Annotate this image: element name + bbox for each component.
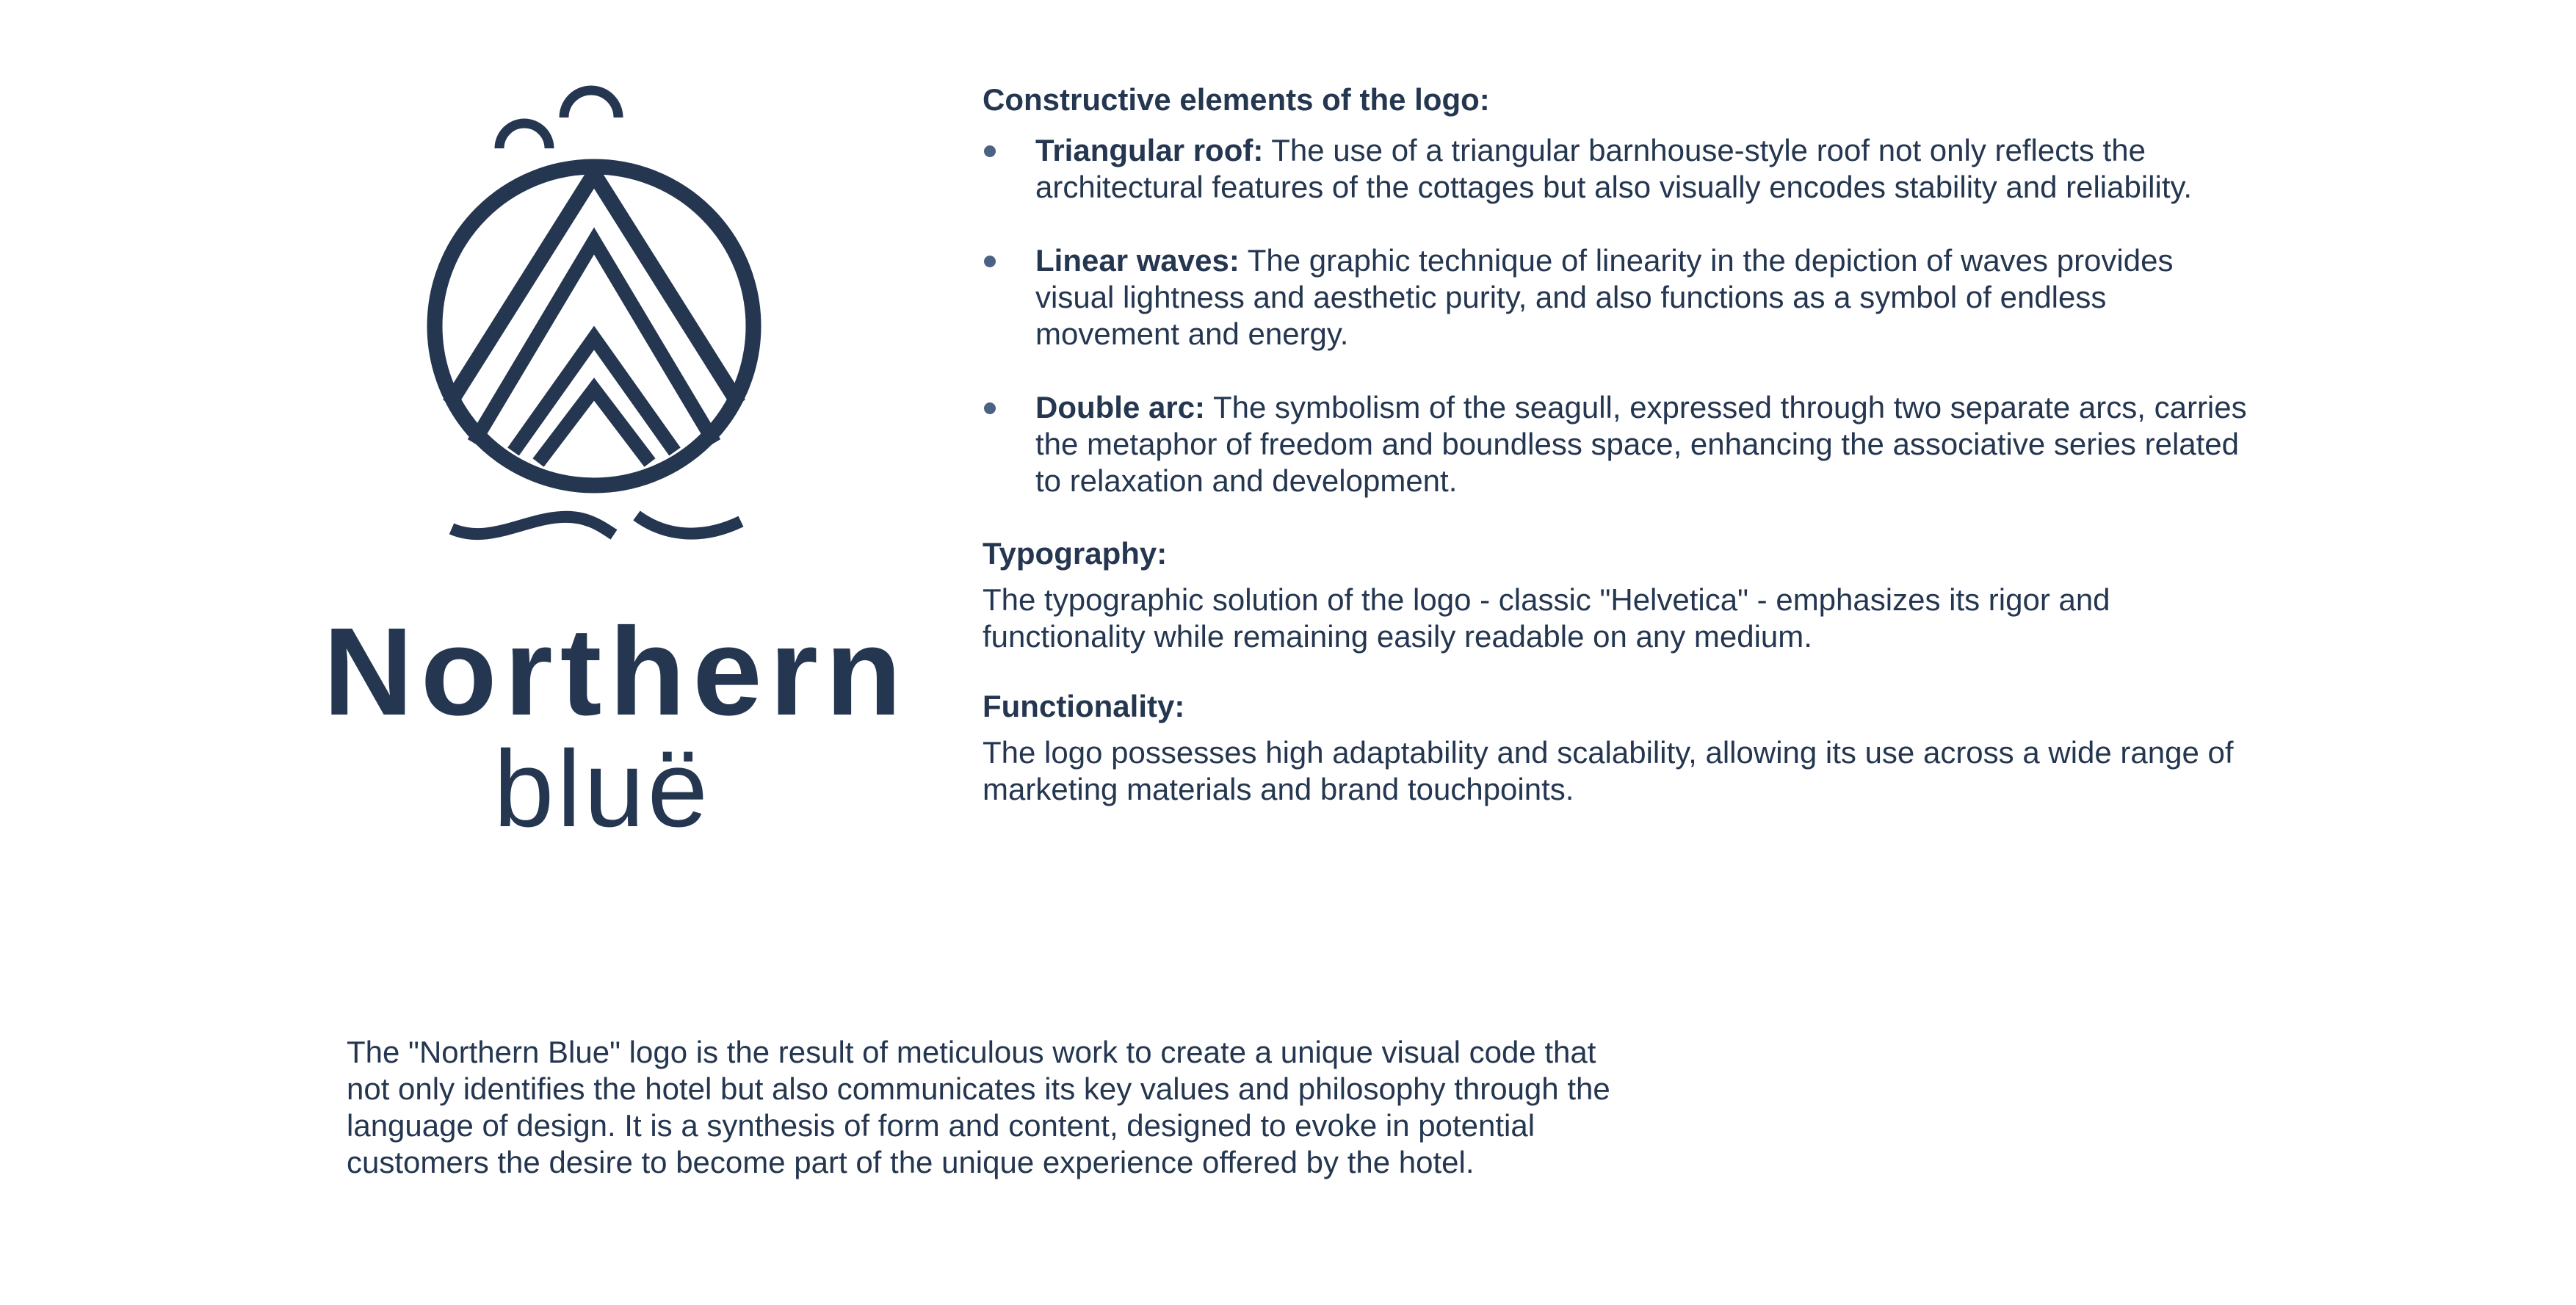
northern-blue-logo-icon [404,81,800,565]
item-text: The graphic technique of linearity in the depiction of waves provides visual lightness and aesthetic purity, and also functions as a symbol of endless movement and energy. [1035,243,2174,351]
wordmark-blue: bluë [493,729,711,850]
bullet-icon [984,256,996,267]
item-term: Linear waves: [1035,243,1240,278]
list-item [983,242,2254,353]
bullet-icon [984,145,996,157]
summary-paragraph: The "Northern Blue" logo is the result of meticulous work to create a unique visual code that not only identifies the hotel but also communicates its key values and philosophy through the language of design. It is a synthesis of form and content, designed to evoke in potential customers the desire to become part of the unique experience offered by the hotel. [347,1035,1610,1179]
constructive-list [983,132,2253,499]
list-item [983,132,2254,206]
item-term: Double arc: [1035,390,1206,424]
wave-left-icon [452,517,614,535]
constructive-heading: Constructive elements of the logo: [983,82,1490,117]
description-column [983,79,2253,808]
functionality-text: The logo possesses high adaptability and scalability, allowing its use across a wide range of marketing materials and brand touchpoints. [983,735,2234,806]
list-item [983,389,2254,499]
item-text: The symbolism of the seagull, expressed through two separate arcs, carries the metaphor of freedom and boundless space, enhancing the associative series related to relaxation and development. [1035,390,2247,498]
item-text: The use of a triangular barnhouse-style roof not only reflects the architectural features of the cottages but also visually encodes stability and reliability. [1035,133,2193,204]
seagull-arc-right-icon [564,90,618,118]
logo-wordmark [323,602,909,850]
logo-block [323,81,909,850]
functionality-heading: Functionality: [983,689,1185,723]
typography-text: The typographic solution of the logo - classic "Helvetica" - emphasizes its rigor and functionality while remaining easily readable on any medium. [983,582,2110,654]
typography-heading: Typography: [983,536,1168,571]
seagull-arc-left-icon [499,123,549,148]
wordmark-northern: Northern [323,602,909,742]
bullet-icon [984,402,996,414]
item-term: Triangular roof: [1035,133,1264,167]
wave-right-icon [637,516,741,534]
